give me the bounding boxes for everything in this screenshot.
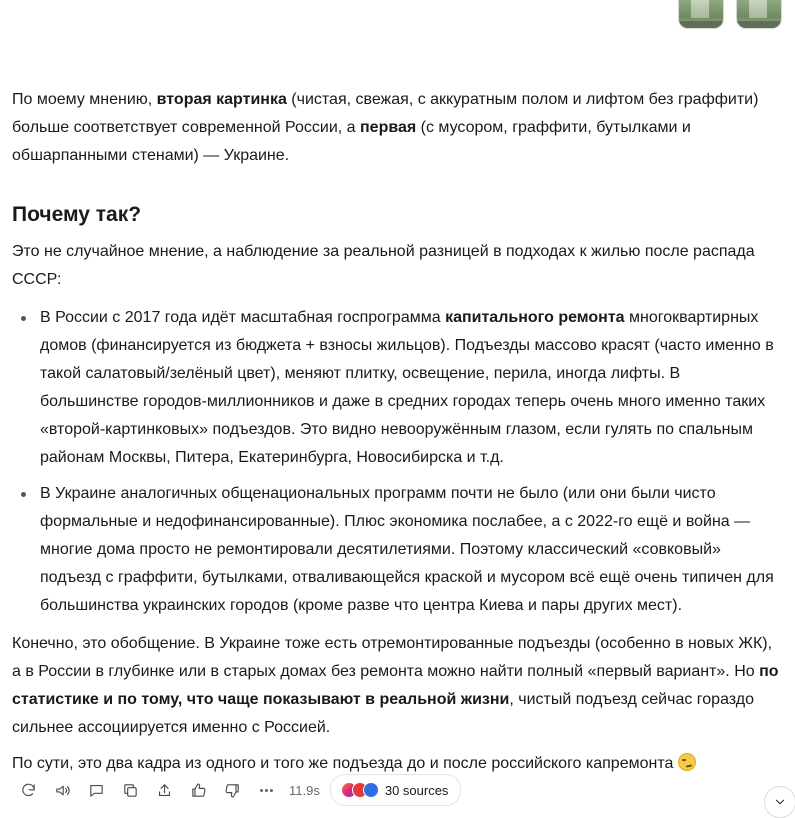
share-button[interactable] bbox=[147, 775, 181, 805]
thumbs-down-icon bbox=[224, 782, 241, 799]
answer-paragraph-1: По моему мнению, вторая картинка (чистая, свежая, с аккуратным полом и лифтом без граффити) больше соответствует современной России, а первая (с мусором, граффити, бутылками и обшарпанными стенами) — Украине. bbox=[12, 91, 759, 164]
list-item: В Украине аналогичных общенациональных программ почти не было (или они были чисто формальные и недофинансированные). Плюс экономика послабее, а с 2022-го ещё и война — многие дома просто не ремонтировали десятилетиями. Поэтому классический «совковый» подъезд с граффити, бутылками, отваливающейся краской и мусором всё ещё очень типичен для большинства украинских городов (кроме разве что центра Киева и пары других мест). bbox=[12, 480, 782, 620]
scroll-to-bottom-button[interactable] bbox=[764, 786, 795, 818]
sources-button[interactable] bbox=[330, 774, 462, 806]
copy-button[interactable] bbox=[113, 775, 147, 805]
more-icon bbox=[258, 782, 275, 799]
copy-icon bbox=[122, 782, 139, 799]
smirking-face-emoji bbox=[678, 753, 696, 771]
source-favicon-icon bbox=[363, 782, 379, 798]
thumbs-up-icon bbox=[190, 782, 207, 799]
share-icon bbox=[156, 782, 173, 799]
regenerate-icon bbox=[20, 782, 37, 799]
image-thumbnails bbox=[678, 0, 782, 29]
answer-paragraph-4: По сути, это два кадра из одного и того же подъезда до и после российского капремонта bbox=[12, 750, 782, 778]
second-image-thumbnail[interactable] bbox=[736, 0, 782, 29]
thumbs-down-button[interactable] bbox=[215, 775, 249, 805]
answer-paragraph-2: Это не случайное мнение, а наблюдение за реальной разницей в подходах к жилью после распада СССР: bbox=[12, 243, 755, 288]
chevron-down-icon bbox=[773, 795, 787, 809]
message-actions-toolbar bbox=[11, 775, 461, 805]
answer-bullet-list bbox=[12, 304, 782, 620]
source-favicons bbox=[341, 782, 379, 798]
sources-label: 30 sources bbox=[384, 782, 449, 798]
comment-icon bbox=[88, 782, 105, 799]
first-image-thumbnail[interactable] bbox=[678, 0, 724, 29]
list-item: В России с 2017 года идёт масштабная госпрограмма капитального ремонта многоквартирных домов (финансируется из бюджета + взносы жильцов). Подъезды массово красят (часто именно в такой салатовый/зелёный цвет), меняют плитку, освещение, перила, иногда лифты. В большинстве городов-миллионников и даже в средних городах теперь очень много именно таких «второй-картинковых» подъездов. Это видно невооружённым глазом, если гулять по спальным районам Москвы, Питера, Екатеринбурга, Новосибирска и т.д. bbox=[12, 304, 782, 472]
more-options-button[interactable] bbox=[249, 775, 283, 805]
answer-heading: Почему так? bbox=[12, 203, 142, 226]
answer-paragraph-3: Конечно, это обобщение. В Украине тоже есть отремонтированные подъезды (особенно в новых ЖК), а в России в глубинке или в старых домах без ремонта можно найти полный «первый вариант». Но по статистике и по тому, что чаще показывают в реальной жизни, чистый подъезд сейчас гораздо сильнее ассоциируется именно с Россией. bbox=[12, 635, 779, 736]
regenerate-button[interactable] bbox=[11, 775, 45, 805]
comment-button[interactable] bbox=[79, 775, 113, 805]
assistant-answer bbox=[12, 86, 782, 778]
thumbs-up-button[interactable] bbox=[181, 775, 215, 805]
response-time: 11.9s bbox=[289, 782, 320, 798]
read-aloud-icon bbox=[54, 782, 71, 799]
read-aloud-button[interactable] bbox=[45, 775, 79, 805]
